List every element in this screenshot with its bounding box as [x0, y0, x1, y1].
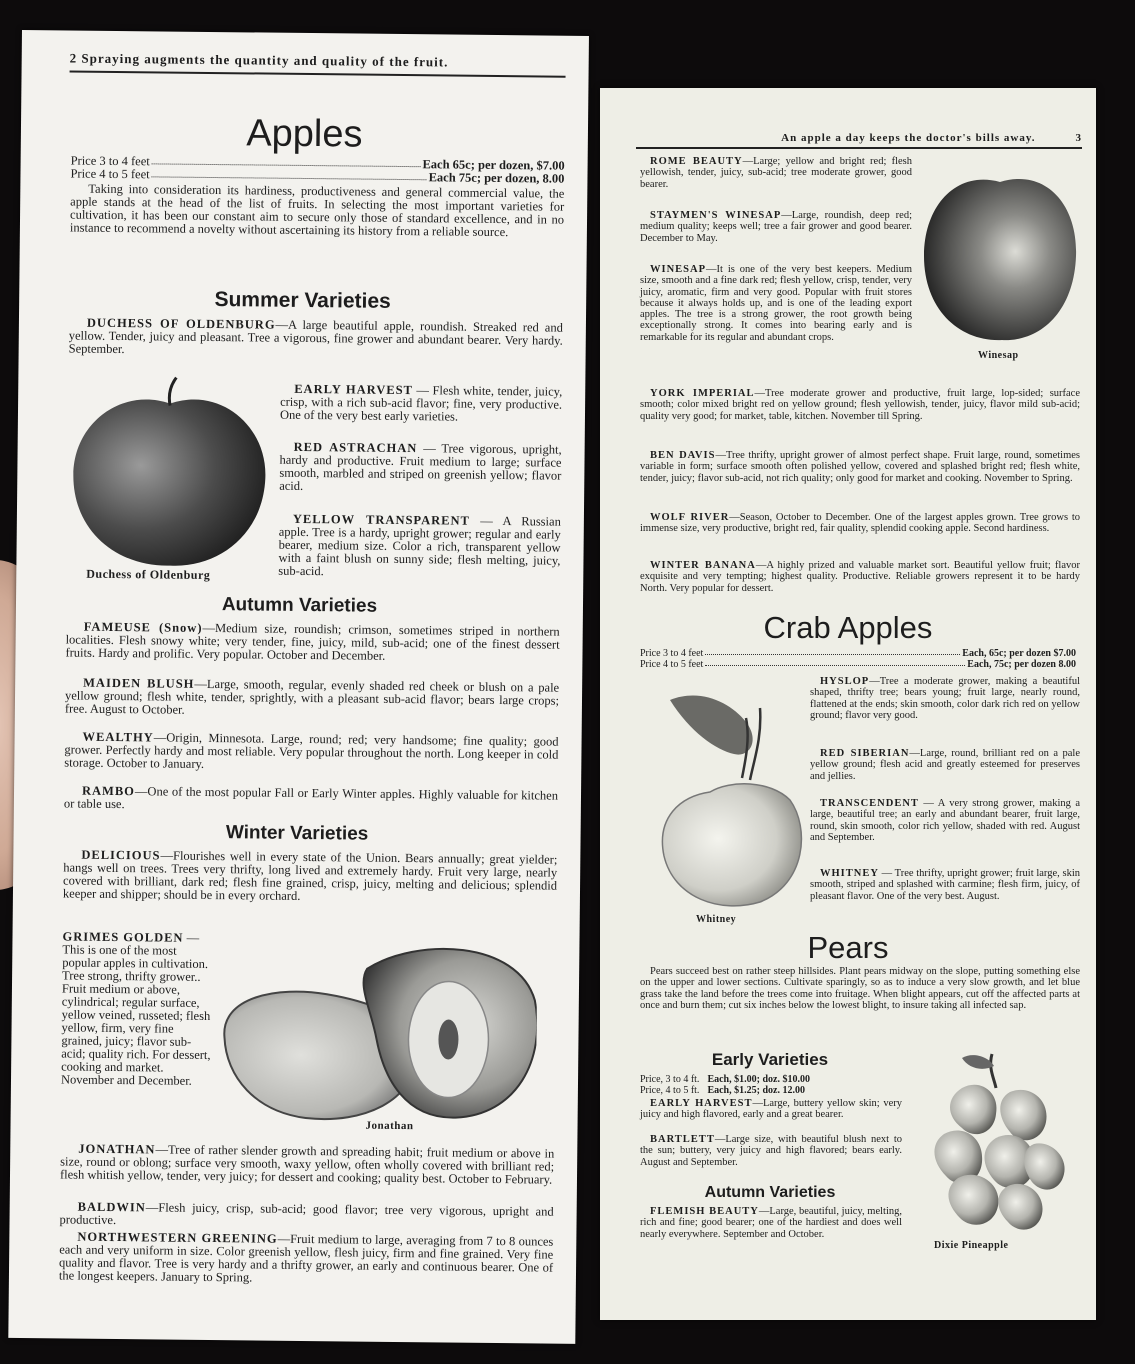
left-running-header: 2 Spraying augments the quantity and quality of the fruit. — [70, 51, 566, 78]
whitney-crab-illustration — [650, 688, 810, 914]
northwestern-greening-entry: NORTHWESTERN GREENING—Fruit medium to large, averaging from 7 to 8 ounces each and very uniform in size. Color greenish yellow, flesh juicy, firm and fine grained. Very fine quality and flavor. Tree is very hardy and a thrifty grower, an early and continuous bearer. One of the longest keepers. January to Spring. — [58, 1229, 554, 1285]
left-page — [8, 30, 589, 1344]
right-page — [600, 88, 1096, 1320]
right-header-text: An apple a day keeps the doctor's bills away. — [781, 132, 1036, 144]
duchess-caption: Duchess of Oldenburg — [86, 566, 211, 583]
ben-davis-entry: BEN DAVIS—Tree thrifty, upright grower of almost perfect shape. Fruit large, round, sometimes variable in form; surface smooth often polished yellow, covered and splashed bright red; flesh white, tender, juicy; flavor sub-acid, not rich quality; only good for market and cooking. November to Spring. — [640, 450, 1080, 484]
whitney-caption: Whitney — [696, 914, 737, 925]
crab-price-list — [640, 648, 1076, 670]
autumn-varieties-heading: Autumn Varieties — [221, 594, 378, 617]
winter-varieties-heading: Winter Varieties — [225, 822, 369, 845]
winesap-apple-illustration — [920, 164, 1080, 344]
delicious-entry: DELICIOUS—Flourishes well in every state of the Union. Bears annually; great yielder; hangs well on trees. Trees very thrifty, long lived and extremely hardy. Fruit very large, nearly covered with brilliant, dark red; flesh fine grained, crisp, juicy, melting and delicious; splendid keeper and shipper; should be in every orchard. — [62, 847, 558, 903]
summer-varieties-heading: Summer Varieties — [214, 288, 391, 313]
dixie-pineapple-caption: Dixie Pineapple — [934, 1240, 1009, 1251]
price-row: Price 3 to 4 feet Each 65c; per dozen, $7.00 — [70, 153, 565, 173]
wolf-river-entry: WOLF RIVER—Season, October to December. One of the largest apples grown. Tree grows to immense size, very productive, bright red, fair quality, splendid cooking apple. Second hardiness. — [640, 512, 1080, 535]
right-running-header — [636, 132, 1082, 149]
apples-title: Apples — [246, 112, 363, 156]
baldwin-entry: BALDWIN—Flesh juicy, crisp, sub-acid; good flavor; tree very vigorous, upright and productive. — [59, 1199, 554, 1228]
price-row: Price, 4 to 5 ft. Each, $1.25; doz. 12.00 — [640, 1085, 805, 1096]
duchess-apple-illustration — [68, 375, 270, 573]
price-row: Price 4 to 5 feet Each, 75c; per dozen 8.00 — [640, 659, 1076, 670]
red-siberian-entry: RED SIBERIAN—Large, round, brilliant red on a pale yellow ground; flesh acid and greatly esteemed for preserves and jellies. — [810, 748, 1081, 782]
bartlett-entry: BARTLETT—Large size, with beautiful blush next to the sun; buttery, very juicy and high flavored; bears early. August and September. — [640, 1134, 902, 1168]
apples-price-list — [70, 155, 564, 186]
apples-intro: Taking into consideration its hardiness, productiveness and general commercial value, the apple stands at the head of the list of fruits. In selecting the most important varieties for cultivation, it has been our constant aim to secure only those of standard excellence, and in no instance to recommend a novelty without ascertaining its history from a reliable source. — [69, 181, 565, 240]
yellow-transparent-entry: YELLOW TRANSPARENT — A Russian apple. Tree is a hardy, upright grower; regular and early bearer, medium size. Color a rich, transparent yellow with a faint blush on sunny side; flesh melting, juicy, sub-acid. — [278, 511, 561, 579]
price-row: Price, 3 to 4 ft. Each, $1.00; doz. $10.00 — [640, 1074, 810, 1085]
rambo-entry: RAMBO—One of the most popular Fall or Early Winter apples. Highly valuable for kitchen or table use. — [63, 783, 559, 812]
pears-autumn-varieties-heading: Autumn Varieties — [704, 1184, 836, 1201]
transcendent-entry: TRANSCENDENT — A very strong grower, making a large, beautiful tree; an early and abundant bearer, fruit large, round, skin smooth, color rich yellow, shaded with red. August and September. — [810, 798, 1080, 843]
winesap-entry: WINESAP—It is one of the very best keepers. Medium size, smooth and a fine dark red; flesh yellow, crisp, tender, very juicy, aromatic, firm and very good. Popular with fruit stores because it always holds up, and is one of the leading export apples. The tree is a strong grower, the root growth being exceptionally strong. It comes into bearing early and is remarkable for its regular and abundant crops. — [640, 264, 912, 343]
duchess-entry: DUCHESS OF OLDENBURG—A large beautiful apple, roundish. Streaked red and yellow. Tender, juicy and pleasant. Tree a vigorous, fine grower and abundant bearer. Very hardy. September. — [68, 315, 563, 357]
price-row: Price 3 to 4 feet Each, 65c; per dozen $7.00 — [640, 648, 1076, 659]
red-astrachan-entry: RED ASTRACHAN — Tree vigorous, upright, hardy and productive. Fruit medium to large; surface smooth, marbled and striped on greenish yellow; flavor acid. — [279, 439, 562, 493]
whitney-entry: WHITNEY — Tree thrifty, upright grower; fruit large, skin smooth, striped and splashed with carmine; flesh firm, juicy, of pleasant flavor. One of the very best. August. — [810, 868, 1080, 902]
jonathan-apple-illustration — [216, 927, 538, 1130]
pears-price-list — [640, 1074, 902, 1096]
pears-early-varieties-heading: Early Varieties — [711, 1050, 829, 1069]
fameuse-entry: FAMEUSE (Snow)—Medium size, roundish; crimson, sometimes striped in northern localities. Flesh snowy white; very tender, fine, juicy, mild, sub-acid; one of the finest dessert fruits. Hardy and prolific. Very popular. October and December. — [65, 619, 560, 663]
flemish-beauty-entry: FLEMISH BEAUTY—Large, beautiful, juicy, melting, rich and fine; good bearer; one of the hardiest and does well nearly everywhere. September and October. — [640, 1206, 902, 1240]
maiden-blush-entry: MAIDEN BLUSH—Large, smooth, regular, evenly shaded red cheek or blush on a pale yellow ground; flesh white, tender, sprightly, with a pleasant sub-acid flavor; bears large crops; free. August to October. — [64, 675, 560, 717]
rome-beauty-entry: ROME BEAUTY—Large; yellow and bright red; flesh yellowish, tender, juicy, sub-acid; tree moderate grower, good bearer. — [640, 156, 912, 190]
price-row: Price 4 to 5 feet Each 75c; per dozen, 8.00 — [70, 166, 565, 186]
pears-title: Pears — [807, 930, 889, 965]
crab-apples-title: Crab Apples — [763, 610, 933, 645]
jonathan-entry: JONATHAN—Tree of rather slender growth and spreading habit; fruit medium or above in size, round or oblong; surface very smooth, waxy yellow, often wholly covered with brilliant red; flesh whitish yellow, tender, very juicy; for dessert and cooking; quality best. October to February. — [59, 1141, 555, 1187]
winter-banana-entry: WINTER BANANA—A highly prized and valuable market sort. Beautiful yellow fruit; flavor exquisite and very tempting; highest quality. Productive. Reliable growers represent it to be hardy North. Very popular for dessert. — [640, 560, 1080, 594]
pears-intro: Pears succeed best on rather steep hillsides. Plant pears midway on the slope, putting something else on the upper and lower sections. Cultivate sparingly, so as to induce a very slow growth, and let blue grass take the land before the trees come into fruitage. When blight appears, cut off the affected parts at once and burn them; cut six inches below the lowest blight, to insure taking all infected sap. — [640, 966, 1080, 1011]
page-number: 3 — [1075, 132, 1082, 144]
hyslop-entry: HYSLOP—Tree a moderate grower, making a beautiful shaped, thrifty tree; bears young; fruit large, nearly round, flattened at the ends; skin smooth, color dark rich red on yellow ground; flavor very good. — [810, 676, 1080, 721]
grimes-golden-entry: GRIMES GOLDEN — This is one of the most popular apples in cultivation. Tree strong, thrifty grower.. Fruit medium or above, cylindrical; regular surface, yellow veined, russeted; flesh yellow, firm, very fine grained, juicy; flavor sub-acid; quality rich. For dessert, cooking and market. November and December. — [60, 929, 211, 1088]
wealthy-entry: WEALTHY—Origin, Minnesota. Large, round; red; very handsome; fine quality; good grower. Perfectly hardy and most reliable. Very popular throughout the north. Long keeper in cold storage. October to January. — [64, 729, 559, 771]
staymens-winesap-entry: STAYMEN'S WINESAP—Large, roundish, deep red; medium quality; keeps well; tree a fair grower and good bearer. December to May. — [640, 210, 913, 244]
dixie-pineapple-illustration — [922, 1048, 1072, 1234]
york-imperial-entry: YORK IMPERIAL—Tree moderate grower and productive, fruit large, lop-sided; surface smooth; color mixed bright red on yellow ground; flesh yellowish, tender, juicy, flavor mild sub-acid; quality very good; for market, table, kitchen. November till Spring. — [640, 388, 1081, 422]
jonathan-caption: Jonathan — [365, 1119, 414, 1133]
winesap-caption: Winesap — [978, 350, 1019, 361]
pear-early-harvest-entry: EARLY HARVEST—Large, buttery yellow skin; very juicy and high flavored, early and a great bearer. — [640, 1098, 902, 1121]
early-harvest-entry: EARLY HARVEST — Flesh white, tender, juicy, crisp, with a rich sub-acid flavor; fine, very productive. One of the very best early varieties. — [279, 381, 563, 424]
